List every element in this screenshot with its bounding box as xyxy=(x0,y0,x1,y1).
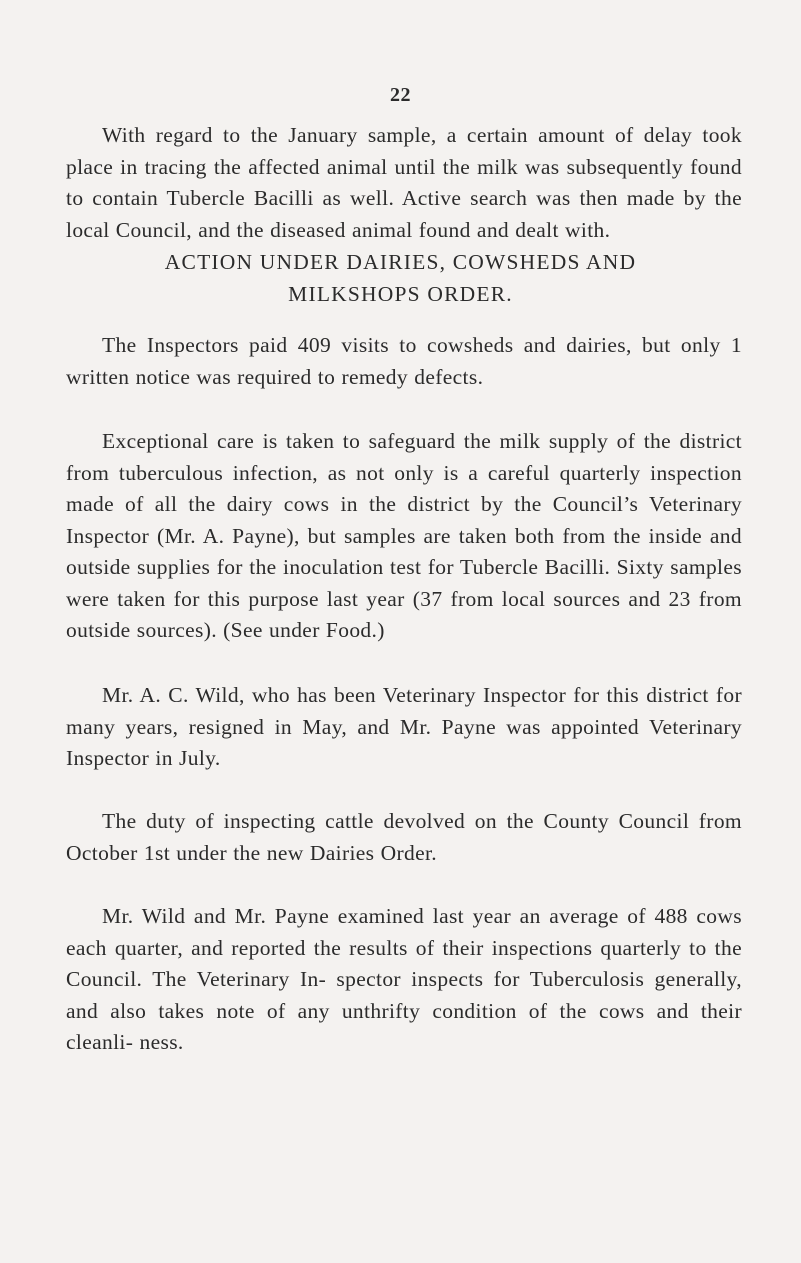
section-heading-line-2: MILKSHOPS ORDER. xyxy=(288,281,513,306)
paragraph-inspector-visits: The Inspectors paid 409 visits to cowsheds and dairies, but only 1 written notice was required to remedy defects. xyxy=(66,333,742,389)
paragraph-cow-examinations: Mr. Wild and Mr. Payne examined last year an average of 488 cows each quarter, and reported the results of their inspections quarterly to the Council. The Veterinary In- spector inspects for Tuberculosis generally, and also takes note of any unthrifty condition of the cows and their cleanli- ness. xyxy=(66,904,742,1054)
paragraph-veterinary-inspector: Mr. A. C. Wild, who has been Veterinary Inspector for this district for many years, resigned in May, and Mr. Payne was appointed Veterinary Inspector in July. xyxy=(66,683,742,770)
page-number: 22 xyxy=(390,84,411,106)
paragraph-county-council-duty: The duty of inspecting cattle devolved on the County Council from October 1st under the new Dairies Order. xyxy=(66,809,742,865)
section-heading-line-1: ACTION UNDER DAIRIES, COWSHEDS AND xyxy=(164,250,637,274)
paragraph-exceptional-care: Exceptional care is taken to safeguard the milk supply of the district from tuberculous infection, as not only is a careful quarterly inspection made of all the dairy cows in the district by the Council’s Veterinary Inspector (Mr. A. Payne), but samples are taken both from the inside and outside supplies for the inoculation test for Tubercle Bacilli. Sixty samples were taken for this purpose last year (37 from local sources and 23 from outside sources). (See under Food.) xyxy=(66,429,742,642)
section-heading xyxy=(0,247,801,310)
paragraph-january-sample: With regard to the January sample, a certain amount of delay took place in tracing the affected animal until the milk was subsequently found to contain Tubercle Bacilli as well. Active search was then made by the local Council, and the diseased animal found and dealt with. xyxy=(66,123,742,242)
